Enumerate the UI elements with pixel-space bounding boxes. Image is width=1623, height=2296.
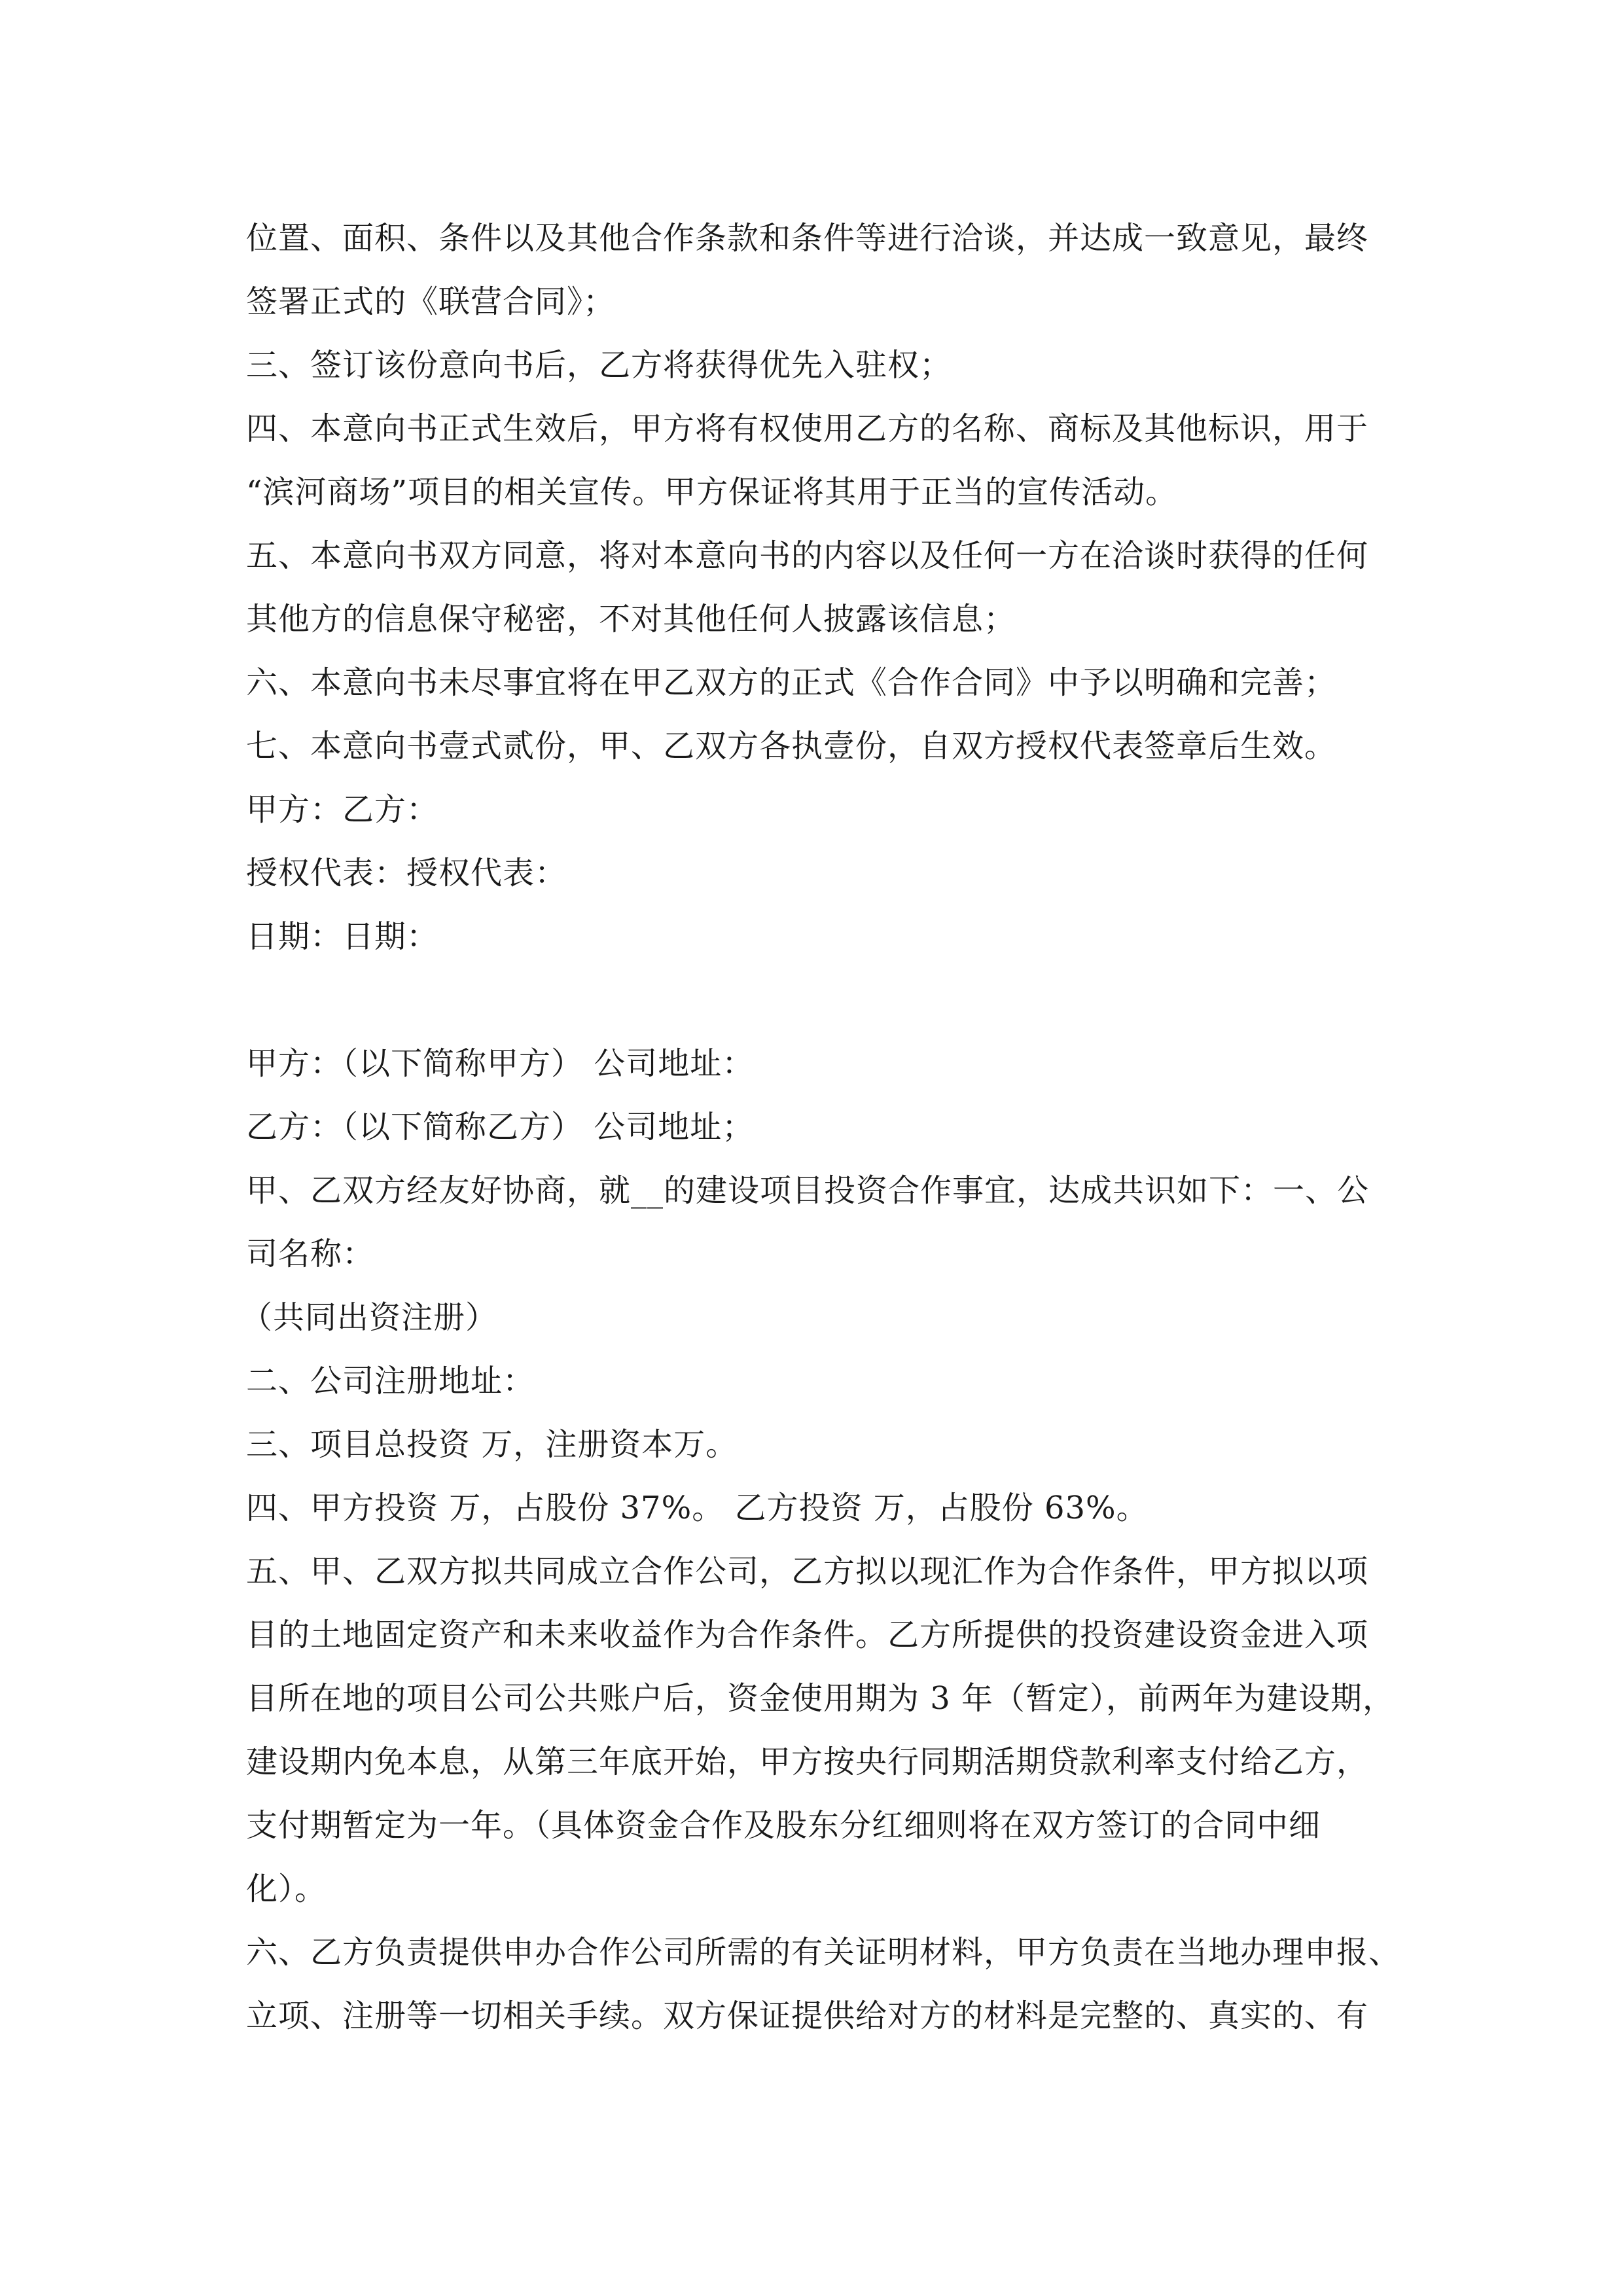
text-line: 四、本意向书正式生效后，甲方将有权使用乙方的名称、商标及其他标识，用于 bbox=[246, 410, 1369, 447]
text-line: 建设期内免本息，从第三年底开始，甲方按央行同期活期贷款利率支付给乙方， bbox=[246, 1744, 1369, 1780]
text-line: 支付期暂定为一年。（具体资金合作及股东分红细则将在双方签订的合同中细 bbox=[246, 1807, 1321, 1844]
text-line: 三、项目总投资 万，注册资本万。 bbox=[246, 1426, 738, 1463]
text-line: 五、本意向书双方同意，将对本意向书的内容以及任何一方在洽谈时获得的任何 bbox=[246, 537, 1369, 574]
text-line: 立项、注册等一切相关手续。双方保证提供给对方的材料是完整的、真实的、有 bbox=[246, 1998, 1369, 2034]
party-b-line: 乙方：（以下简称乙方） 公司地址； bbox=[246, 1109, 755, 1145]
signature-representative-line: 授权代表：授权代表： bbox=[246, 855, 567, 891]
party-a-line: 甲方：（以下简称甲方） 公司地址： bbox=[246, 1045, 755, 1082]
text-line: 签署正式的《联营合同》； bbox=[246, 283, 616, 320]
text-line: 目的土地固定资产和未来收益作为合作条件。乙方所提供的投资建设资金进入项 bbox=[246, 1617, 1369, 1653]
text-line: 目所在地的项目公司公共账户后，资金使用期为 3 年（暂定），前两年为建设期， bbox=[246, 1680, 1395, 1717]
text-line: 化）。 bbox=[246, 1871, 327, 1907]
text-line: 六、乙方负责提供申办合作公司所需的有关证明材料，甲方负责在当地办理申报、 bbox=[246, 1934, 1401, 1971]
text-line: 其他方的信息保守秘密，不对其他任何人披露该信息； bbox=[246, 601, 1016, 637]
text-line: 三、签订该份意向书后，乙方将获得优先入驻权； bbox=[246, 347, 952, 384]
text-line: “滨河商场”项目的相关宣传。甲方保证将其用于正当的宣传活动。 bbox=[246, 474, 1178, 511]
text-line: （共同出资注册） bbox=[241, 1299, 498, 1336]
text-line: 司名称： bbox=[246, 1236, 375, 1272]
text-line: 二、公司注册地址： bbox=[246, 1363, 535, 1399]
signature-party-line: 甲方：乙方： bbox=[246, 791, 439, 828]
document-body bbox=[241, 207, 1401, 2048]
text-line: 甲、乙双方经友好协商，就__的建设项目投资合作事宜，达成共识如下：一、公 bbox=[246, 1172, 1370, 1209]
text-line: 七、本意向书壹式贰份，甲、乙双方各执壹份，自双方授权代表签章后生效。 bbox=[246, 728, 1337, 764]
text-line: 位置、面积、条件以及其他合作条款和条件等进行洽谈，并达成一致意见，最终 bbox=[246, 220, 1369, 257]
section-gap bbox=[246, 969, 1378, 1032]
text-line: 六、本意向书未尽事宜将在甲乙双方的正式《合作合同》中予以明确和完善； bbox=[246, 664, 1337, 701]
text-line: 四、甲方投资 万，占股份 37%。 乙方投资 万，占股份 63%。 bbox=[246, 1490, 1149, 1526]
signature-date-line: 日期：日期： bbox=[246, 918, 439, 955]
text-line: 五、甲、乙双方拟共同成立合作公司，乙方拟以现汇作为合作条件，甲方拟以项 bbox=[246, 1553, 1369, 1590]
